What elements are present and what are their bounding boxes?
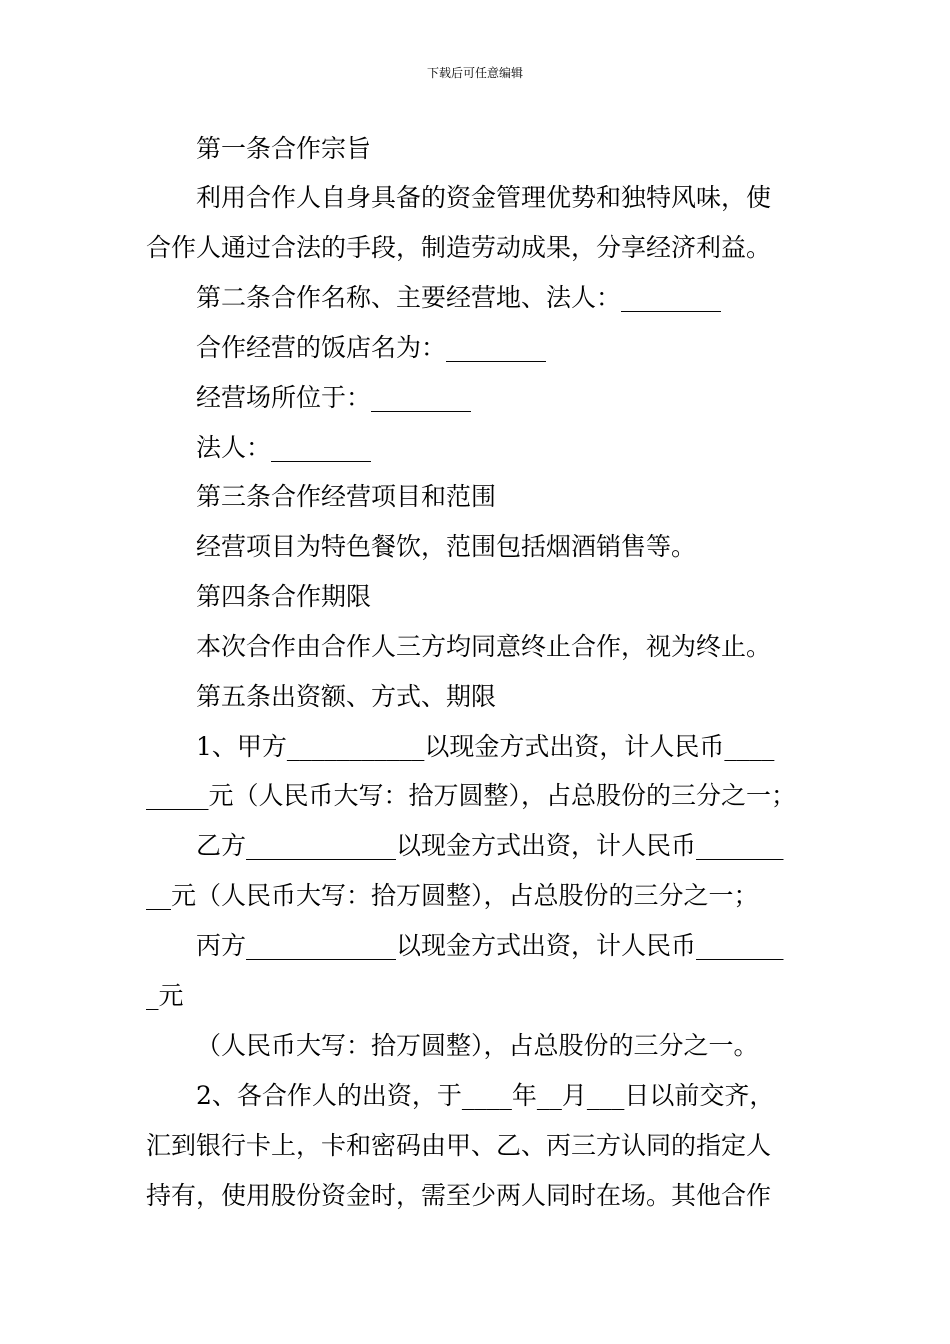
article-2-title: 第二条合作名称、主要经营地、法人：________	[196, 283, 722, 312]
page-header: 下载后可任意编辑	[426, 66, 523, 80]
article-5-title: 第五条出资额、方式、期限	[196, 682, 497, 711]
party-a-line-2: _____元（人民币大写：拾万圆整），占总股份的三分之一；	[146, 781, 797, 810]
party-c-line-1: 丙方____________以现金方式出资，计人民币_______	[196, 931, 784, 960]
article-1-title: 第一条合作宗旨	[196, 134, 372, 163]
contribution-deadline-line-3: 持有，使用股份资金时，需至少两人同时在场。其他合作	[146, 1181, 772, 1210]
party-b-line-1: 乙方____________以现金方式出资，计人民币_______	[196, 831, 784, 860]
party-a-line-1: 1、甲方___________以现金方式出资，计人民币____	[196, 732, 775, 761]
party-b-line-2: __元（人民币大写：拾万圆整），占总股份的三分之一；	[146, 881, 759, 910]
article-1-body-line-1: 利用合作人自身具备的资金管理优势和独特风味，使	[196, 183, 772, 212]
location-line: 经营场所位于：________	[196, 383, 472, 412]
legal-person-line: 法人：________	[196, 433, 372, 462]
restaurant-name-line: 合作经营的饭店名为：________	[196, 333, 547, 362]
contribution-deadline-line-2: 汇到银行卡上，卡和密码由甲、乙、丙三方认同的指定人	[146, 1131, 772, 1160]
party-c-line-2: _元	[146, 981, 184, 1010]
article-1-body-line-2: 合作人通过合法的手段，制造劳动成果，分享经济利益。	[146, 233, 772, 262]
party-c-line-3: （人民币大写：拾万圆整），占总股份的三分之一。	[196, 1031, 759, 1060]
article-4-body: 本次合作由合作人三方均同意终止合作，视为终止。	[196, 632, 772, 661]
article-4-title: 第四条合作期限	[196, 582, 372, 611]
article-3-body: 经营项目为特色餐饮，范围包括烟酒销售等。	[196, 532, 697, 561]
contribution-deadline-line-1: 2、各合作人的出资，于____年__月___日以前交齐，	[196, 1081, 775, 1110]
article-3-title: 第三条合作经营项目和范围	[196, 482, 497, 511]
